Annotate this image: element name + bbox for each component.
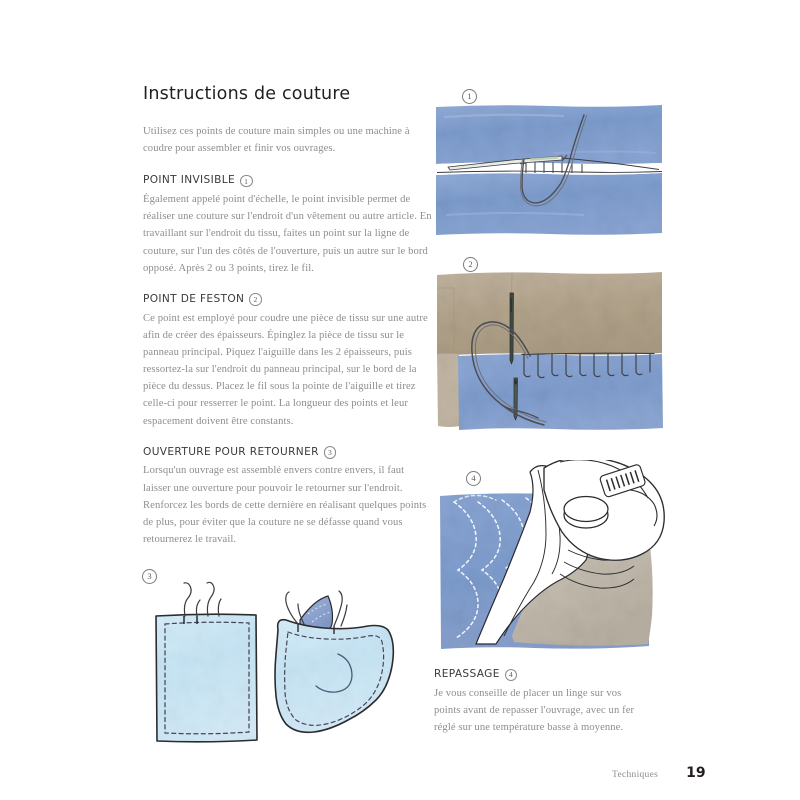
thread-tails [184,582,221,616]
section-heading-label: REPASSAGE [434,668,500,680]
section-repassage [434,668,649,736]
flat-pouch [156,582,257,741]
section-number-badge: 3 [324,446,337,459]
figure-2-number-badge [463,254,478,272]
point-invisible-illustration [434,103,664,238]
upper-fabric-panel [436,105,662,164]
section-number-badge: 2 [249,293,262,306]
section-heading [143,293,433,307]
page-footer [612,765,706,781]
figure-number: 2 [463,257,478,272]
figure-number: 4 [466,471,481,486]
iron-dial-inner [564,497,608,522]
section-body: Je vous conseille de placer un linge sur vos points avant de repasser l'ouvrage, avec un fer réglé sur une température basse à moyenne. [434,687,635,734]
turning-pouch [275,591,393,732]
figure-4-number-badge [466,468,481,486]
page-title: Instructions de couture [143,84,351,104]
figure-number: 3 [142,569,157,584]
section-ouverture-pour-retourner [143,446,433,549]
section-body: Également appelé point d'échelle, le point invisible permet de réaliser une couture sur l'endroit d'un vêtement ou autre article. En travaillant sur l'endroit du tissu, faites un point sur la ligne de couture, sur l'un des côtés de l'ouverture, puis un autre sur le bord opposé. Après 2 ou 3 points, tirez le fil. [143,194,432,274]
text-column [143,84,433,564]
tan-main-panel [437,272,662,356]
section-point-de-feston [143,293,433,430]
figure-number: 1 [462,89,477,104]
point-de-feston-illustration [434,268,666,433]
section-body: Ce point est employé pour coudre une pièce de tissu sur une autre afin de créer des épaisseurs. Épinglez la pièce de tissu sur le panneau principal. Piquez l'aiguille dans les 2 épaisseurs, puis ressortez-la sur l'endroit du panneau principal, sur le bord de la pièce du dessus. Placez le fil sous la pointe de l'aiguille et tirez celle-ci pour resserrer le point. La longueur des points et leur espacement doivent être constants. [143,312,428,427]
section-number-badge: 4 [505,669,518,682]
section-heading-label: POINT INVISIBLE [143,174,235,187]
section-heading [434,668,649,682]
section-heading [143,174,433,188]
section-heading [143,446,433,460]
page-number: 19 [686,765,706,781]
section-point-invisible [143,174,433,277]
section-heading-label: OUVERTURE POUR RETOURNER [143,445,319,458]
repassage-illustration [434,460,666,655]
lower-fabric-panel [436,173,662,235]
seam-opening [436,162,662,175]
intro-paragraph: Utilisez ces points de couture main simples ou une machine à coudre pour assembler et finir vos ouvrages. [143,126,410,155]
section-body: Lorsqu'un ouvrage est assemblé envers contre envers, il faut laisser une ouverture pour pouvoir le retourner sur l'endroit. Renforcez les bords de cette dernière en réalisant quelques points de plus, pour éviter que la couture ne se défasse quand vous retournerez le travail. [143,465,427,546]
figure-1-number-badge [462,86,477,104]
footer-section-label: Techniques [612,770,659,780]
figure-3-number-badge [142,566,157,584]
section-heading-label: POINT DE FESTON [143,292,245,305]
tan-left-strip [437,354,460,428]
section-number-badge: 1 [240,175,253,188]
ouverture-pour-retourner-illustration [152,580,417,745]
